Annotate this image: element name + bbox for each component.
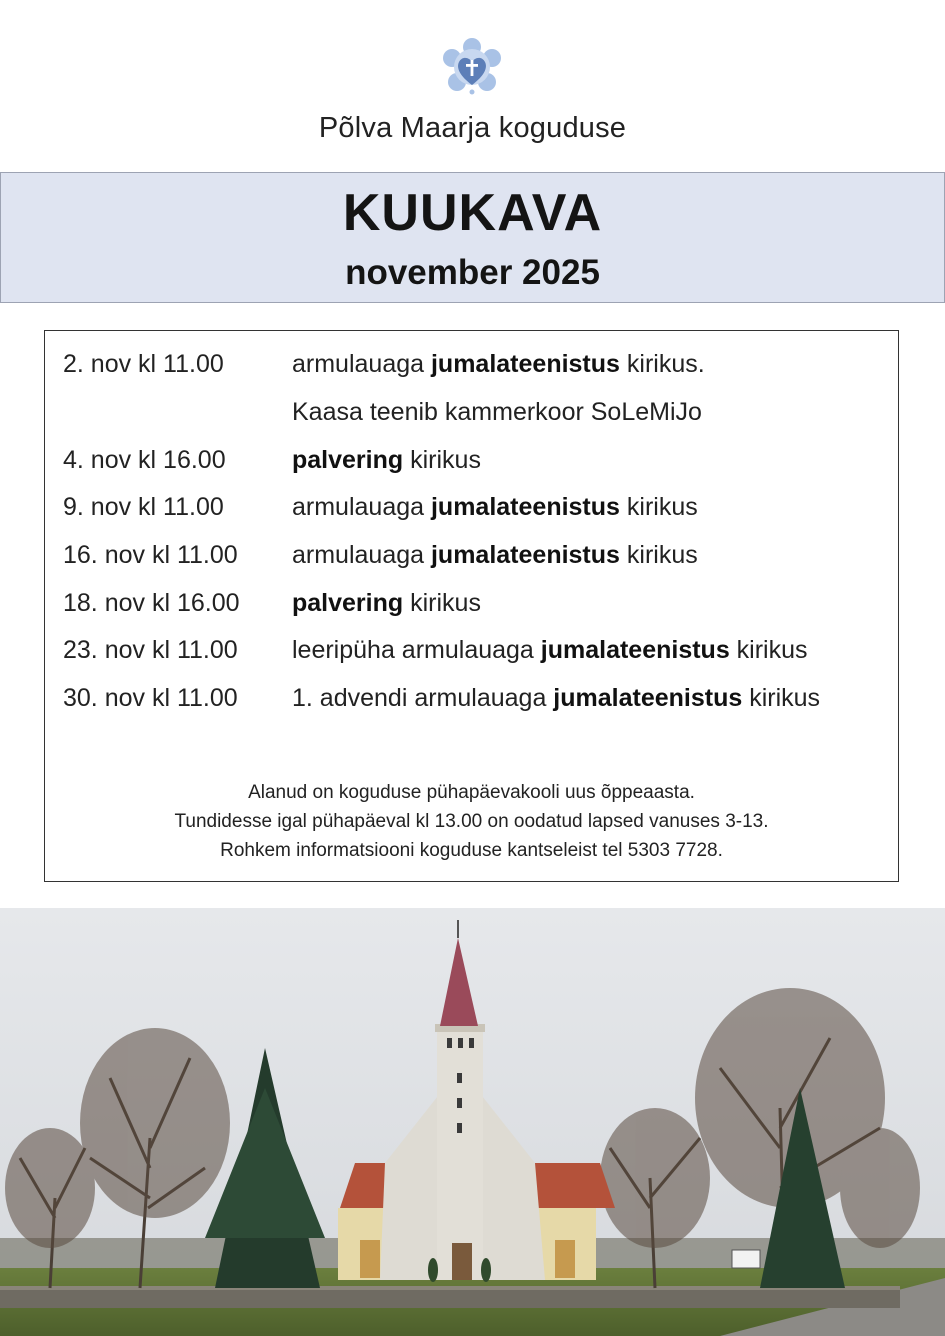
event-date: 4. nov kl 16.00: [63, 446, 226, 474]
organization-name: Põlva Maarja koguduse: [318, 112, 627, 144]
event-location: kirikus: [403, 589, 481, 617]
event-text: leeripüha armulauaga: [292, 636, 541, 664]
schedule-row: [63, 440, 893, 480]
event-description: [292, 440, 481, 480]
event-date: 9. nov kl 11.00: [63, 493, 224, 521]
event-location: kirikus: [619, 541, 698, 569]
event-location: kirikus: [729, 636, 808, 664]
note-line: Alanud on koguduse pühapäevakooli uus õppeaasta.: [248, 782, 695, 803]
schedule-row: [63, 535, 893, 575]
note-line: Tundidesse igal pühapäeval kl 13.00 on oodatud lapsed vanuses 3-13.: [174, 811, 769, 832]
event-description: [292, 535, 698, 575]
event-type: jumalateenistus: [540, 636, 730, 664]
note-line: Rohkem informatsiooni koguduse kantseleist tel 5303 7728.: [220, 840, 723, 861]
schedule-row: [63, 344, 893, 384]
schedule-row: [63, 630, 893, 670]
event-description: [292, 678, 820, 718]
event-type: palvering: [292, 446, 404, 474]
event-type: jumalateenistus: [553, 684, 743, 712]
event-location: kirikus.: [619, 350, 705, 378]
page-title: KUUKAVA: [342, 184, 603, 242]
event-description: [292, 583, 481, 623]
event-date: 2. nov kl 11.00: [63, 350, 224, 378]
event-description: [292, 392, 702, 432]
event-date: 23. nov kl 11.00: [63, 636, 238, 664]
event-text: 1. advendi armulauaga: [292, 684, 554, 712]
event-description: [292, 630, 808, 670]
event-date: 16. nov kl 11.00: [63, 541, 238, 569]
luther-rose-icon: [442, 38, 502, 98]
event-date: 30. nov kl 11.00: [63, 684, 238, 712]
event-type: palvering: [292, 589, 404, 617]
church-photo: [0, 908, 945, 1336]
event-date: 18. nov kl 16.00: [63, 589, 240, 617]
event-text: Kaasa teenib kammerkoor SoLeMiJo: [292, 398, 702, 426]
event-type: jumalateenistus: [430, 350, 620, 378]
event-location: kirikus: [403, 446, 481, 474]
event-text: armulauaga: [292, 493, 431, 521]
event-location: kirikus: [742, 684, 821, 712]
schedule-row: [63, 392, 893, 432]
event-text: armulauaga: [292, 541, 431, 569]
event-description: [292, 344, 705, 384]
event-description: [292, 487, 698, 527]
schedule-row: [63, 583, 893, 623]
event-type: jumalateenistus: [430, 493, 620, 521]
schedule-row: [63, 487, 893, 527]
page-subtitle: november 2025: [345, 253, 600, 292]
event-text: armulauaga: [292, 350, 431, 378]
event-type: jumalateenistus: [430, 541, 620, 569]
event-location: kirikus: [619, 493, 698, 521]
schedule-row: [63, 678, 893, 718]
